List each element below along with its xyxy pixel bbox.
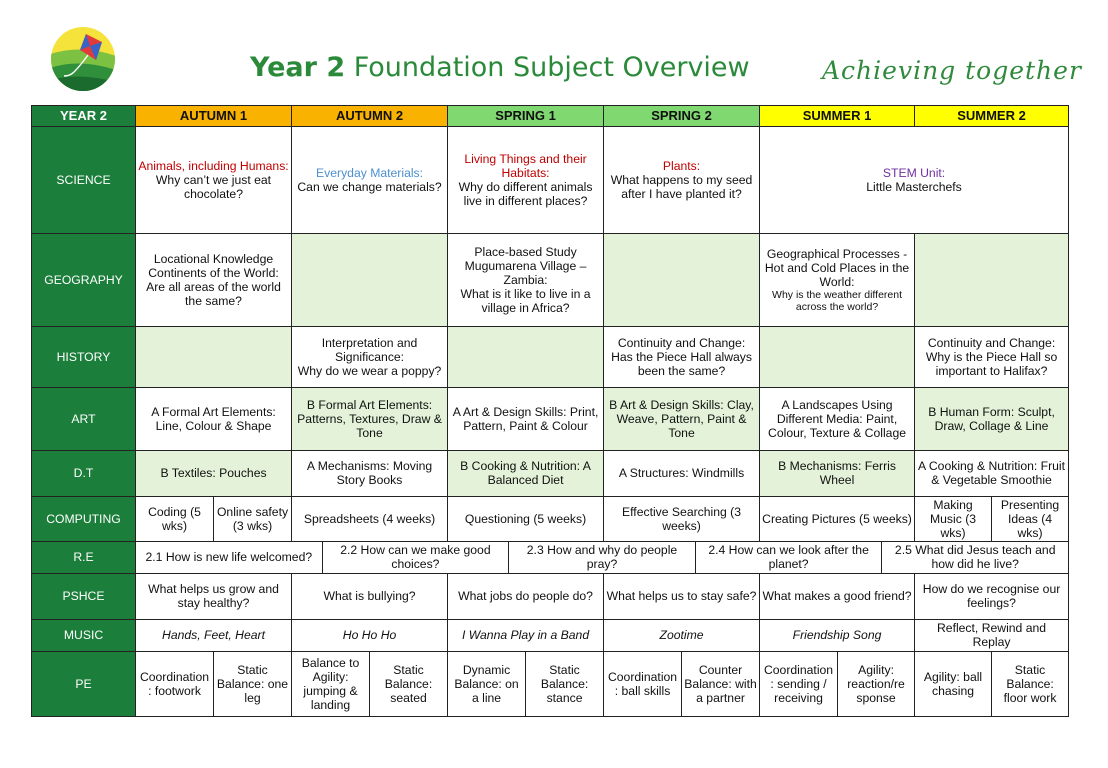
row-label: SCIENCE — [32, 127, 136, 234]
row-label: PSHCE — [32, 573, 136, 619]
re-unit: 2.5 What did Jesus teach and how did he live? — [894, 543, 1056, 572]
cell: A Landscapes Using Different Media: Paint, Colour, Texture & Collage — [760, 388, 915, 450]
cell: Coordination : sending / receiving — [760, 651, 838, 716]
empty-cell — [915, 234, 1069, 327]
cell: How do we recognise our feelings? — [915, 573, 1069, 619]
cell: A Mechanisms: Moving Story Books — [292, 450, 448, 496]
re-unit: 2.1 How is new life welcomed? — [136, 542, 322, 573]
cell: Hands, Feet, Heart — [136, 619, 292, 651]
cell: B Human Form: Sculpt, Draw, Collage & Line — [915, 388, 1069, 450]
cell: Everyday Materials: Can we change materials? — [292, 127, 448, 234]
cell: Counter Balance: with a partner — [682, 651, 760, 716]
row-computing — [32, 496, 1069, 541]
cell: Questioning (5 weeks) — [448, 496, 604, 541]
cell: Locational Knowledge Continents of the World: Are all areas of the world the same? — [136, 234, 292, 327]
cell: A Structures: Windmills — [604, 450, 760, 496]
row-label: ART — [32, 388, 136, 450]
row-pe — [32, 651, 1069, 716]
cell: Plants: What happens to my seed after I have planted it? — [604, 127, 760, 234]
row-label: MUSIC — [32, 619, 136, 651]
col-summer2: SUMMER 2 — [915, 106, 1069, 127]
cell: What jobs do people do? — [448, 573, 604, 619]
row-label: HISTORY — [32, 327, 136, 388]
empty-cell — [292, 234, 448, 327]
row-dt — [32, 450, 1069, 496]
cell: Static Balance: floor work — [992, 651, 1069, 716]
subject-overview-table — [31, 105, 1069, 717]
cell: Static Balance: one leg — [214, 651, 292, 716]
cell: Reflect, Rewind and Replay — [915, 619, 1069, 651]
cell: A Art & Design Skills: Print, Pattern, Paint & Colour — [448, 388, 604, 450]
cell: Ho Ho Ho — [292, 619, 448, 651]
col-autumn2: AUTUMN 2 — [292, 106, 448, 127]
row-science — [32, 127, 1069, 234]
cell: Continuity and Change: Why is the Piece Hall so important to Halifax? — [915, 327, 1069, 388]
cell: Creating Pictures (5 weeks) — [760, 496, 915, 541]
cell: Online safety (3 wks) — [214, 496, 292, 541]
empty-cell — [136, 327, 292, 388]
col-autumn1: AUTUMN 1 — [136, 106, 292, 127]
cell: A Formal Art Elements: Line, Colour & Shape — [136, 388, 292, 450]
row-label: COMPUTING — [32, 496, 136, 541]
cell: B Mechanisms: Ferris Wheel — [760, 450, 915, 496]
cell: Coordination : ball skills — [604, 651, 682, 716]
cell: What makes a good friend? — [760, 573, 915, 619]
cell: I Wanna Play in a Band — [448, 619, 604, 651]
cell: STEM Unit: Little Masterchefs — [760, 127, 1069, 234]
row-art — [32, 388, 1069, 450]
row-label: D.T — [32, 450, 136, 496]
cell: What helps us to stay safe? — [604, 573, 760, 619]
cell: B Formal Art Elements: Patterns, Textures, Draw & Tone — [292, 388, 448, 450]
row-music — [32, 619, 1069, 651]
tagline: Achieving together — [822, 56, 1082, 85]
cell: A Cooking & Nutrition: Fruit & Vegetable Smoothie — [915, 450, 1069, 496]
cell: Static Balance: seated — [370, 651, 448, 716]
row-label: GEOGRAPHY — [32, 234, 136, 327]
cell: B Cooking & Nutrition: A Balanced Diet — [448, 450, 604, 496]
row-re — [32, 541, 1069, 573]
re-unit: 2.4 How can we look after the planet? — [695, 542, 882, 573]
cell: Agility: reaction/re sponse — [838, 651, 915, 716]
page-title: Year 2 Foundation Subject Overview — [250, 52, 750, 83]
cell: B Art & Design Skills: Clay, Weave, Pattern, Paint & Tone — [604, 388, 760, 450]
cell: Geographical Processes - Hot and Cold Places in the World: Why is the weather different across the world? — [760, 234, 915, 327]
cell: Interpretation and Significance: Why do we wear a poppy? — [292, 327, 448, 388]
cell: Friendship Song — [760, 619, 915, 651]
col-spring1: SPRING 1 — [448, 106, 604, 127]
re-unit: 2.3 How and why do people pray? — [509, 542, 696, 573]
cell: Living Things and their Habitats: Why do different animals live in different places? — [448, 127, 604, 234]
cell: Effective Searching (3 weeks) — [604, 496, 760, 541]
col-year: YEAR 2 — [32, 106, 136, 127]
cell: Zootime — [604, 619, 760, 651]
cell: Place-based Study Mugumarena Village – Zambia: What is it like to live in a village in Africa? — [448, 234, 604, 327]
header-row — [32, 106, 1069, 127]
cell: What is bullying? — [292, 573, 448, 619]
row-pshce — [32, 573, 1069, 619]
row-history — [32, 327, 1069, 388]
cell: What helps us grow and stay healthy? — [136, 573, 292, 619]
re-cell — [136, 541, 1069, 573]
cell: Presenting Ideas (4 wks) — [992, 496, 1069, 541]
col-spring2: SPRING 2 — [604, 106, 760, 127]
row-geography — [32, 234, 1069, 327]
cell: Coding (5 wks) — [136, 496, 214, 541]
cell: Dynamic Balance: on a line — [448, 651, 526, 716]
cell: Spreadsheets (4 weeks) — [292, 496, 448, 541]
empty-cell — [448, 327, 604, 388]
cell: B Textiles: Pouches — [136, 450, 292, 496]
empty-cell — [604, 234, 760, 327]
cell: Making Music (3 wks) — [915, 496, 992, 541]
row-label: R.E — [32, 541, 136, 573]
kite-logo-icon — [50, 26, 116, 92]
row-label: PE — [32, 651, 136, 716]
cell: Coordination : footwork — [136, 651, 214, 716]
cell: Static Balance: stance — [526, 651, 604, 716]
empty-cell — [760, 327, 915, 388]
cell: Agility: ball chasing — [915, 651, 992, 716]
col-summer1: SUMMER 1 — [760, 106, 915, 127]
re-unit: 2.2 How can we make good choices? — [322, 542, 509, 573]
cell: Continuity and Change: Has the Piece Hall always been the same? — [604, 327, 760, 388]
cell: Balance to Agility: jumping & landing — [292, 651, 370, 716]
cell: Animals, including Humans: Why can’t we just eat chocolate? — [136, 127, 292, 234]
